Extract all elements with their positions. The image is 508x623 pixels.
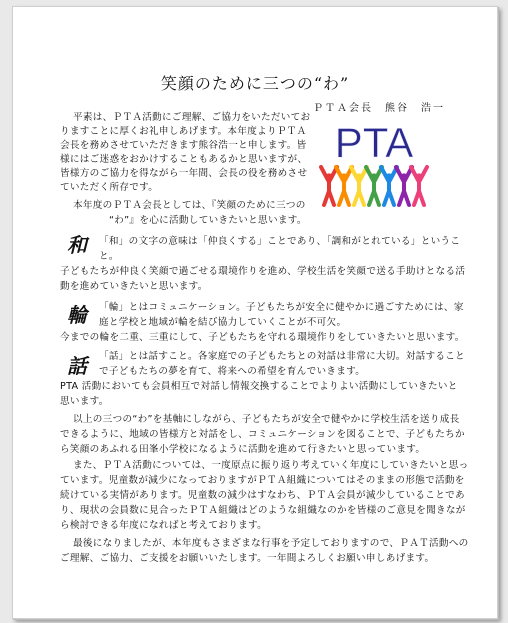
intro-line: りますことに厚くお礼申しあげます。本年度よりＰＴＡ bbox=[60, 126, 307, 137]
wa3-line: 「話」とは話すこと。各家庭での子どもたちとの対話は非常に大切。対話すること bbox=[99, 351, 466, 362]
wa1-line: と。 bbox=[99, 251, 119, 262]
intro-line: 平素は、ＰＴＡ活動にご理解、ご協力をいただいてお bbox=[73, 112, 311, 123]
wa1-char: 和 bbox=[67, 233, 87, 257]
body-line: ご理解、ご協力、ご支援をお願いいたします。一年間よろしくお願い申しあげます。 bbox=[60, 553, 435, 564]
wa2-line: 庭と学校と地域が輪を結び協力していくことが不可欠。 bbox=[99, 317, 347, 328]
body-line: ています。児童数が減少になっておりますがＰＴＡ組織についてはそのままの形態で活動を bbox=[60, 475, 465, 486]
body-line: 最後になりましたが、本年度もさまざまな行事を予定しておりますので、ＰＡＴ活動への bbox=[73, 538, 469, 549]
body-line: ら検討できる年度になればと考えております。 bbox=[60, 520, 267, 531]
pta-logo-person bbox=[411, 167, 427, 205]
pta-logo-person bbox=[396, 167, 412, 205]
pta-logo-text: PTA bbox=[334, 119, 414, 166]
body-line: できるように、地域の皆様方と対話をし、コミュニケーションを図ることで、子どもたちか bbox=[60, 429, 465, 440]
pta-logo-person bbox=[381, 167, 397, 205]
pta-logo-person bbox=[321, 167, 337, 205]
intro-line: “わ”』を心に活動していきたいと思います。 bbox=[109, 215, 307, 226]
body-line: 続けている実情があります。児童数の減少はすなわち、ＰＴＡ会員が減少していることであ bbox=[60, 490, 465, 501]
wa3-line: 思います。 bbox=[60, 396, 109, 407]
wa2-line: 今までの輪を二重、三重にして、子どもたちを守れる環境作りをしていきたいと思います。 bbox=[60, 332, 465, 343]
pta-logo-people bbox=[321, 167, 427, 205]
wa2-line: 「輪」とはコミュニケーション。子どもたちが安全に健やかに過ごすためには、家 bbox=[99, 302, 464, 313]
intro-line: 様にはご迷惑をおかけすることもあるかと思いますが、 bbox=[60, 154, 308, 165]
intro-line: 本年度のＰＴＡ会長としては、『笑顔のために三つの bbox=[73, 200, 306, 211]
document-title: 笑顔のために三つの“わ” bbox=[160, 74, 350, 93]
wa1-line: 動を進めていきたいと思います。 bbox=[60, 281, 208, 292]
body-line: り、現状の会員数に見合ったＰＴＡ組織はどのような組織なのかを皆様のご意見を聞きなが bbox=[60, 505, 466, 516]
pta-logo bbox=[319, 115, 429, 209]
body-line: ら笑顔のあふれる田峯小学校になるように活動を進めて行きたいと思っています。 bbox=[60, 444, 426, 455]
pta-logo-person bbox=[336, 167, 352, 205]
wa3-char: 話 bbox=[67, 354, 87, 378]
body-line: また、ＰＴＡ活動については、一度原点に振り返り考えていく年度にしていきたいと思っ bbox=[73, 460, 469, 471]
wa3-line: PTA 活動においても会員相互で対話し情報交換することでよりよい活動にしていきたいと bbox=[60, 381, 458, 392]
pta-logo-person bbox=[351, 167, 367, 205]
pta-logo-person bbox=[366, 167, 382, 205]
wa3-line: で子どもたちの夢を育て、将来への希望を育んでいきます。 bbox=[99, 366, 366, 377]
intro-line: 皆様方のご協力を得ながら一年間、会長の役を務めさせ bbox=[60, 168, 308, 179]
body-line: 以上の三つの“わ”を基軸にしながら、子どもたちが安全で健やかに学校生活を送り成長 bbox=[73, 414, 460, 425]
intro-line: ていただく所存です。 bbox=[60, 182, 159, 193]
author-line: ＰＴＡ会長 熊谷 浩一 bbox=[313, 103, 445, 114]
wa2-char: 輪 bbox=[67, 303, 87, 327]
wa1-line: 「和」の文字の意味は「仲良くする」ことであり、「調和がとれている」というこ bbox=[99, 236, 461, 247]
intro-line: 会長を務めさせていただきます熊谷浩一と申します。皆 bbox=[60, 140, 307, 151]
wa1-line: 子どもたちが仲良く笑顔で過ごせる環境作りを進め、学校生活を笑顔で送る手助けとなる活 bbox=[60, 266, 466, 277]
document-page bbox=[12, 6, 498, 619]
